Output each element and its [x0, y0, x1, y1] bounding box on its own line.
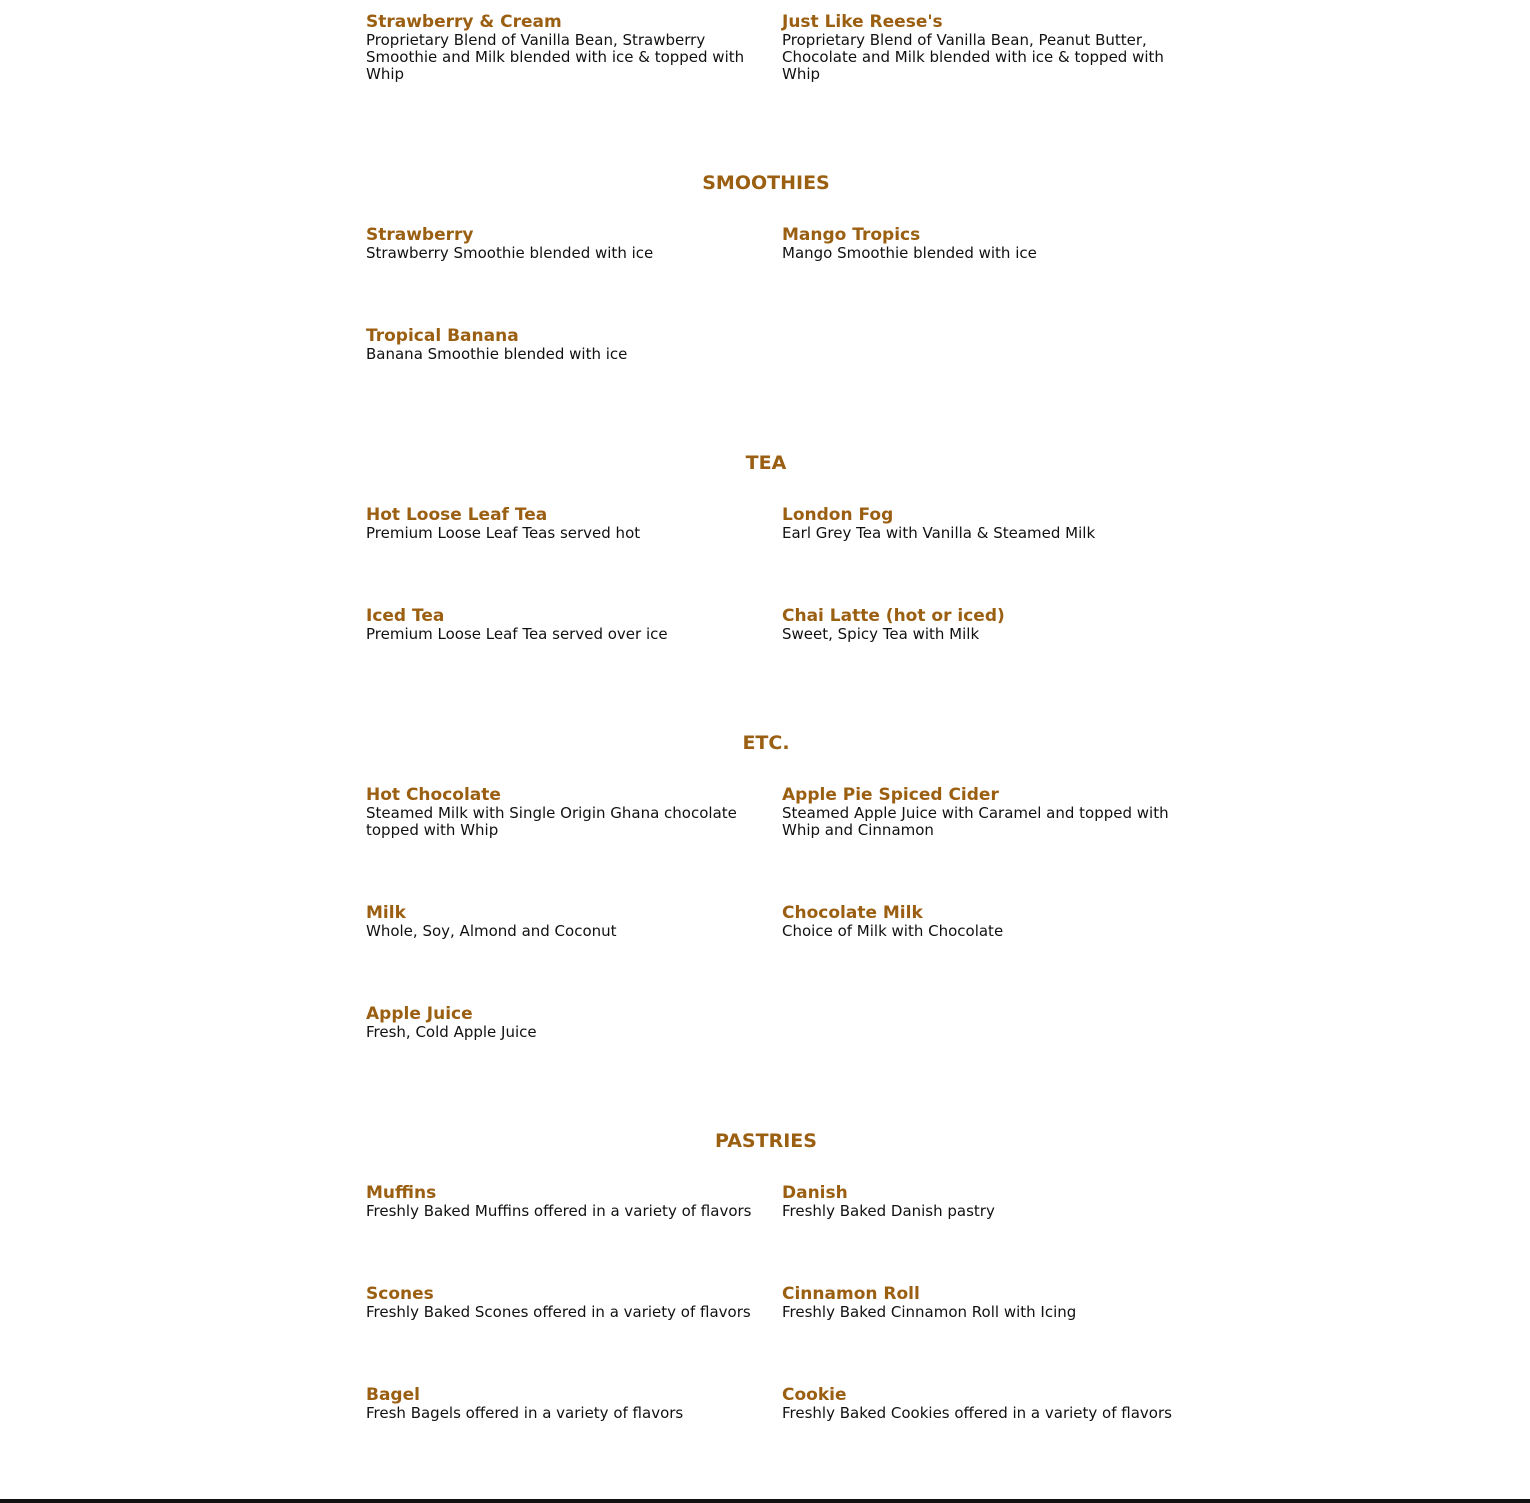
menu-item — [782, 506, 1172, 542]
item-description: Sweet, Spicy Tea with Milk — [782, 625, 980, 643]
item-name: Mango Tropics — [782, 225, 921, 245]
item-name: Cinnamon Roll — [782, 1284, 920, 1304]
menu-item — [782, 786, 1172, 839]
menu-item — [366, 1386, 756, 1422]
section-title-smoothies: SMOOTHIES — [702, 172, 830, 194]
item-name: Hot Chocolate — [366, 785, 501, 805]
item-description: Choice of Milk with Chocolate — [782, 922, 1004, 940]
item-description: Freshly Baked Muffins offered in a variety of flavors — [366, 1202, 752, 1220]
menu-item — [782, 226, 1172, 262]
item-description: Freshly Baked Cookies offered in a variety of flavors — [782, 1404, 1172, 1422]
item-description: Freshly Baked Danish pastry — [782, 1202, 995, 1220]
section-title-pastries: PASTRIES — [715, 1130, 817, 1152]
item-description: Steamed Milk with Single Origin Ghana chocolate topped with Whip — [366, 804, 737, 839]
section-title-tea: TEA — [745, 452, 787, 474]
item-name: Chocolate Milk — [782, 903, 923, 923]
menu-item — [782, 1285, 1172, 1321]
section-title-etc: ETC. — [742, 732, 790, 754]
item-description: Earl Grey Tea with Vanilla & Steamed Milk — [782, 524, 1096, 542]
item-description: Steamed Apple Juice with Caramel and topped with Whip and Cinnamon — [782, 804, 1169, 839]
item-name: Scones — [366, 1284, 434, 1304]
menu-item — [366, 13, 756, 83]
menu-item — [366, 786, 756, 839]
item-description: Premium Loose Leaf Tea served over ice — [366, 625, 668, 643]
menu-item — [782, 607, 1172, 643]
item-name: Strawberry — [366, 225, 474, 245]
item-name: Chai Latte (hot or iced) — [782, 606, 1005, 626]
item-description: Proprietary Blend of Vanilla Bean, Strawberry Smoothie and Milk blended with ice & topped with Whip — [366, 31, 745, 83]
item-name: Apple Pie Spiced Cider — [782, 785, 999, 805]
item-description: Freshly Baked Cinnamon Roll with Icing — [782, 1303, 1077, 1321]
item-description: Freshly Baked Scones offered in a variety of flavors — [366, 1303, 751, 1321]
item-description: Fresh, Cold Apple Juice — [366, 1023, 537, 1041]
item-name: Iced Tea — [366, 606, 445, 626]
menu-item — [366, 506, 756, 542]
menu-item — [366, 1285, 756, 1321]
menu-item — [366, 1184, 756, 1220]
item-description: Fresh Bagels offered in a variety of flavors — [366, 1404, 684, 1422]
item-name: Tropical Banana — [366, 326, 519, 346]
menu-item — [366, 904, 756, 940]
item-name: Milk — [366, 903, 406, 923]
item-description: Banana Smoothie blended with ice — [366, 345, 628, 363]
menu-item — [782, 904, 1172, 940]
menu-item — [366, 1005, 756, 1041]
item-description: Mango Smoothie blended with ice — [782, 244, 1037, 262]
menu-item — [782, 1184, 1172, 1220]
menu-item — [366, 327, 756, 363]
footer-divider — [0, 1499, 1530, 1503]
item-description: Strawberry Smoothie blended with ice — [366, 244, 654, 262]
item-description: Whole, Soy, Almond and Coconut — [366, 922, 617, 940]
item-description: Proprietary Blend of Vanilla Bean, Peanut Butter, Chocolate and Milk blended with ice & topped with Whip — [782, 31, 1164, 83]
item-name: Danish — [782, 1183, 848, 1203]
menu-item — [782, 1386, 1172, 1422]
item-name: Hot Loose Leaf Tea — [366, 505, 548, 525]
item-name: Muffins — [366, 1183, 437, 1203]
menu-item — [782, 13, 1172, 83]
item-name: Cookie — [782, 1385, 847, 1405]
item-description: Premium Loose Leaf Teas served hot — [366, 524, 641, 542]
item-name: Just Like Reese's — [782, 12, 943, 32]
menu-item — [366, 607, 756, 643]
menu-item — [366, 226, 756, 262]
item-name: London Fog — [782, 505, 894, 525]
item-name: Bagel — [366, 1385, 420, 1405]
item-name: Strawberry & Cream — [366, 12, 562, 32]
item-name: Apple Juice — [366, 1004, 473, 1024]
